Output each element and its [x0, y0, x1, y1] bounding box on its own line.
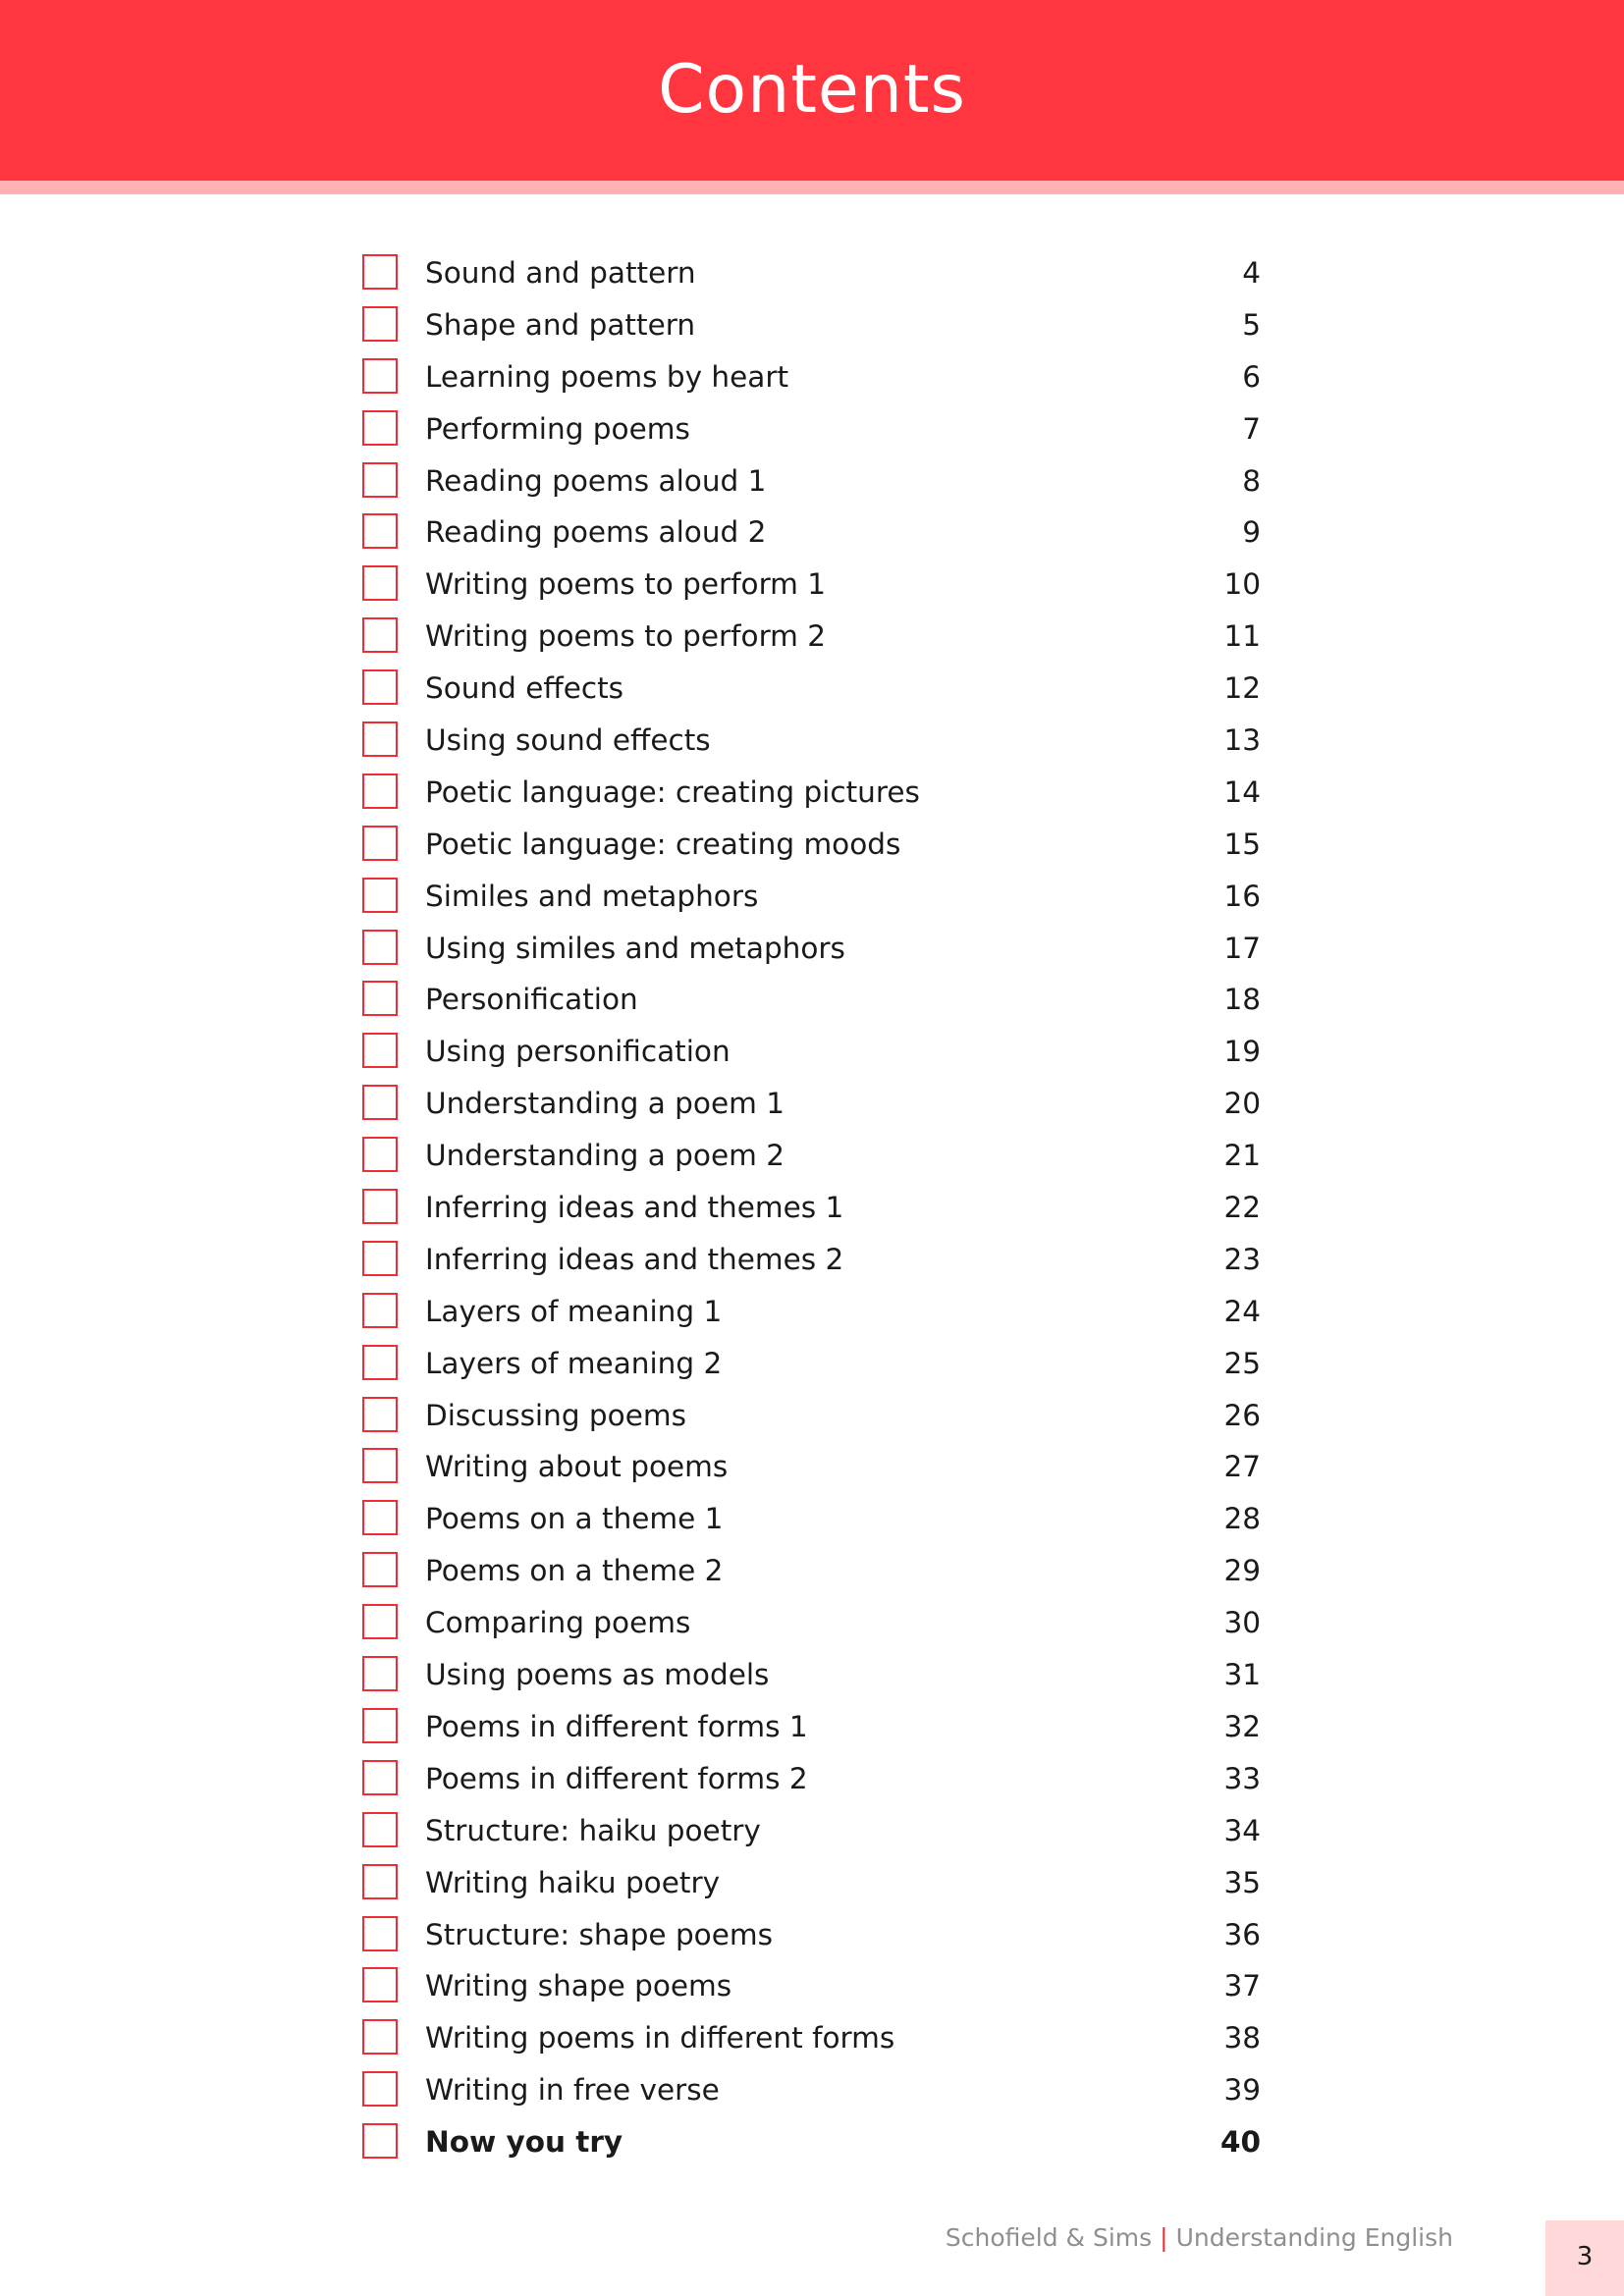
- progress-checkbox[interactable]: [362, 462, 398, 498]
- toc-entry-page: 7: [1242, 411, 1261, 446]
- toc-entry-page: 32: [1223, 1709, 1261, 1743]
- toc-entry-page: 38: [1223, 2021, 1261, 2056]
- toc-entry-title: Using sound effects: [425, 723, 711, 758]
- toc-entry-page: 10: [1223, 567, 1261, 602]
- toc-entry: [362, 509, 1261, 561]
- progress-checkbox[interactable]: [362, 1448, 398, 1483]
- toc-entry: [362, 977, 1261, 1029]
- toc-entry-title: Poetic language: creating moods: [425, 827, 901, 861]
- toc-entry: [362, 1496, 1261, 1548]
- footer-credit: [946, 2223, 1453, 2253]
- toc-entry-page: 12: [1223, 671, 1261, 706]
- toc-entry-page: 33: [1223, 1761, 1261, 1795]
- progress-checkbox[interactable]: [362, 410, 398, 446]
- toc-entry-page: 19: [1223, 1035, 1261, 1069]
- toc-entry-title: Poems in different forms 2: [425, 1761, 808, 1795]
- toc-entry: [362, 1289, 1261, 1341]
- toc-entry-page: 39: [1223, 2073, 1261, 2108]
- toc-entry-title: Inferring ideas and themes 1: [425, 1191, 844, 1225]
- toc-entry: [362, 1237, 1261, 1289]
- toc-entry-title: Writing in free verse: [425, 2073, 720, 2108]
- page-number-tab: [1545, 2220, 1624, 2296]
- toc-entry-title: Similes and metaphors: [425, 879, 759, 913]
- toc-entry: [362, 2067, 1261, 2119]
- toc-entry-page: 5: [1242, 307, 1261, 342]
- toc-entry-page: 36: [1223, 1917, 1261, 1951]
- toc-entry: [362, 1600, 1261, 1652]
- toc-entry-title: Understanding a poem 2: [425, 1139, 785, 1173]
- progress-checkbox[interactable]: [362, 1397, 398, 1432]
- progress-checkbox[interactable]: [362, 1293, 398, 1328]
- progress-checkbox[interactable]: [362, 1812, 398, 1847]
- toc-entry: [362, 666, 1261, 718]
- toc-entry-page: 4: [1242, 256, 1261, 290]
- progress-checkbox[interactable]: [362, 774, 398, 809]
- toc-entry-page: 37: [1223, 1969, 1261, 2003]
- toc-entry-page: 22: [1223, 1191, 1261, 1225]
- toc-entry-title: Writing poems in different forms: [425, 2021, 895, 2056]
- toc-entry-page: 15: [1223, 827, 1261, 861]
- toc-entry: [362, 718, 1261, 770]
- toc-entry: [362, 1029, 1261, 1081]
- progress-checkbox[interactable]: [362, 565, 398, 601]
- toc-entry-page: 34: [1223, 1813, 1261, 1847]
- toc-entry-title: Inferring ideas and themes 2: [425, 1242, 844, 1276]
- toc-entry: [362, 1860, 1261, 1912]
- progress-checkbox[interactable]: [362, 254, 398, 290]
- progress-checkbox[interactable]: [362, 669, 398, 705]
- toc-entry-title: Reading poems aloud 2: [425, 515, 767, 550]
- toc-entry-title: Writing haiku poetry: [425, 1865, 721, 1899]
- toc-entry: [362, 874, 1261, 926]
- toc-entry-page: 40: [1219, 2125, 1261, 2160]
- toc-entry: [362, 1133, 1261, 1185]
- footer-publisher: Schofield & Sims: [945, 2223, 1153, 2252]
- toc-entry: [362, 1756, 1261, 1808]
- toc-entry-page: 17: [1223, 931, 1261, 965]
- progress-checkbox[interactable]: [362, 1760, 398, 1795]
- progress-checkbox[interactable]: [362, 826, 398, 861]
- toc-entry-title: Shape and pattern: [425, 307, 696, 342]
- toc-entry: [362, 926, 1261, 978]
- toc-entry: [362, 1393, 1261, 1445]
- progress-checkbox[interactable]: [362, 1033, 398, 1068]
- toc-entry: [362, 1548, 1261, 1600]
- toc-entry-title: Using poems as models: [425, 1658, 770, 1692]
- toc-entry-page: 18: [1223, 983, 1261, 1017]
- toc-entry-title: Performing poems: [425, 411, 690, 446]
- toc-entry: [362, 354, 1261, 406]
- progress-checkbox[interactable]: [362, 1137, 398, 1172]
- toc-entry: [362, 822, 1261, 874]
- toc-entry-page: 20: [1223, 1087, 1261, 1121]
- page-number: 3: [1576, 2242, 1594, 2271]
- progress-checkbox[interactable]: [362, 513, 398, 549]
- progress-checkbox[interactable]: [362, 1189, 398, 1224]
- progress-checkbox[interactable]: [362, 1500, 398, 1535]
- toc-entry-title: Writing poems to perform 2: [425, 619, 827, 654]
- toc-entry-page: 23: [1223, 1242, 1261, 1276]
- toc-entry: [362, 1341, 1261, 1393]
- progress-checkbox[interactable]: [362, 1604, 398, 1639]
- toc-entry: [362, 1704, 1261, 1756]
- toc-entry: [362, 458, 1261, 510]
- toc-entry-title: Sound effects: [425, 671, 624, 706]
- progress-checkbox[interactable]: [362, 2071, 398, 2107]
- toc-entry-page: 9: [1242, 515, 1261, 550]
- toc-entry: [362, 406, 1261, 458]
- toc-entry-title: Structure: haiku poetry: [425, 1813, 761, 1847]
- toc-entry: [362, 2015, 1261, 2067]
- footer-separator: |: [1160, 2223, 1168, 2252]
- page-title: Contents: [658, 51, 966, 129]
- toc-entry-title: Structure: shape poems: [425, 1917, 773, 1951]
- toc-entry-page: 25: [1223, 1346, 1261, 1380]
- toc-entry-page: 11: [1223, 619, 1261, 654]
- toc-entry-title: Poetic language: creating pictures: [425, 774, 920, 809]
- toc-entry-title: Poems on a theme 2: [425, 1554, 724, 1588]
- progress-checkbox[interactable]: [362, 981, 398, 1016]
- toc-entry-title: Learning poems by heart: [425, 359, 789, 394]
- toc-entry: [362, 1963, 1261, 2015]
- header-stripe: [0, 181, 1624, 194]
- toc-entry-title: Now you try: [425, 2125, 623, 2160]
- toc-entry: [362, 1185, 1261, 1237]
- toc-entry: [362, 1444, 1261, 1496]
- toc-entry-title: Personification: [425, 983, 638, 1017]
- progress-checkbox[interactable]: [362, 1241, 398, 1276]
- toc-entry-page: 30: [1223, 1606, 1261, 1640]
- footer-series: Understanding English: [1175, 2223, 1453, 2252]
- progress-checkbox[interactable]: [362, 1916, 398, 1951]
- toc-entry: [362, 1912, 1261, 1964]
- progress-checkbox[interactable]: [362, 617, 398, 653]
- progress-checkbox[interactable]: [362, 1656, 398, 1691]
- toc-entry-page: 26: [1223, 1398, 1261, 1432]
- progress-checkbox[interactable]: [362, 878, 398, 913]
- table-of-contents: [362, 250, 1261, 2171]
- progress-checkbox[interactable]: [362, 1552, 398, 1587]
- toc-entry-title: Layers of meaning 2: [425, 1346, 723, 1380]
- toc-entry-page: 35: [1223, 1865, 1261, 1899]
- toc-entry: [362, 2119, 1261, 2171]
- progress-checkbox[interactable]: [362, 358, 398, 394]
- toc-entry: [362, 770, 1261, 822]
- progress-checkbox[interactable]: [362, 2019, 398, 2055]
- toc-entry-page: 8: [1242, 463, 1261, 498]
- toc-entry-title: Writing shape poems: [425, 1969, 732, 2003]
- toc-entry-page: 13: [1223, 723, 1261, 758]
- toc-entry: [362, 1808, 1261, 1860]
- progress-checkbox[interactable]: [362, 1085, 398, 1120]
- toc-entry-page: 14: [1223, 774, 1261, 809]
- toc-entry-title: Layers of meaning 1: [425, 1294, 723, 1328]
- toc-entry-page: 21: [1223, 1139, 1261, 1173]
- progress-checkbox[interactable]: [362, 1967, 398, 2002]
- toc-entry-page: 6: [1242, 359, 1261, 394]
- toc-entry-title: Using personification: [425, 1035, 731, 1069]
- progress-checkbox[interactable]: [362, 306, 398, 342]
- toc-entry-title: Writing poems to perform 1: [425, 567, 827, 602]
- toc-entry-title: Writing about poems: [425, 1450, 729, 1484]
- progress-checkbox[interactable]: [362, 1345, 398, 1380]
- toc-entry-title: Comparing poems: [425, 1606, 691, 1640]
- toc-entry-title: Discussing poems: [425, 1398, 686, 1432]
- progress-checkbox[interactable]: [362, 721, 398, 757]
- toc-entry: [362, 561, 1261, 614]
- toc-entry: [362, 1652, 1261, 1704]
- toc-entry: [362, 1081, 1261, 1133]
- toc-entry-page: 16: [1223, 879, 1261, 913]
- toc-entry-page: 27: [1223, 1450, 1261, 1484]
- progress-checkbox[interactable]: [362, 2123, 398, 2159]
- toc-entry-title: Understanding a poem 1: [425, 1087, 785, 1121]
- toc-entry-title: Poems on a theme 1: [425, 1502, 724, 1536]
- toc-entry-page: 31: [1223, 1658, 1261, 1692]
- toc-entry-title: Using similes and metaphors: [425, 931, 845, 965]
- toc-entry: [362, 250, 1261, 302]
- progress-checkbox[interactable]: [362, 930, 398, 965]
- toc-entry-page: 24: [1223, 1294, 1261, 1328]
- toc-entry: [362, 614, 1261, 666]
- toc-entry-title: Reading poems aloud 1: [425, 463, 767, 498]
- toc-entry-title: Sound and pattern: [425, 256, 696, 290]
- progress-checkbox[interactable]: [362, 1864, 398, 1899]
- progress-checkbox[interactable]: [362, 1708, 398, 1743]
- toc-entry-page: 29: [1223, 1554, 1261, 1588]
- toc-entry: [362, 302, 1261, 354]
- toc-entry-page: 28: [1223, 1502, 1261, 1536]
- toc-entry-title: Poems in different forms 1: [425, 1709, 808, 1743]
